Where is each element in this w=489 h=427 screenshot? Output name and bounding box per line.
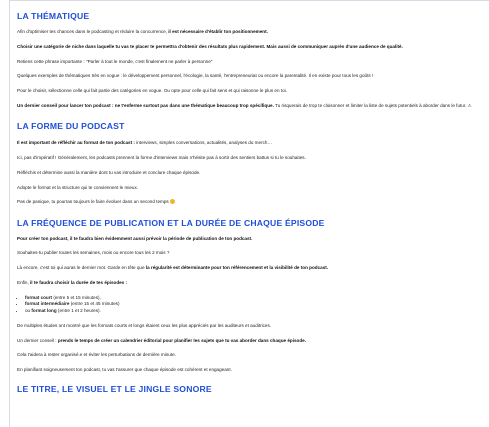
article-content: [17, 11, 477, 394]
paragraph: Cela t'aidera à rester organisé.e et éviter les perturbations de dernière minute.: [17, 352, 176, 358]
paragraph: Ici, pas d'impératif ! Généralement, les podcasts prennent la forme d'interviews mais n'hésite pas à sortir des sentiers battus si tu le souhaites.: [17, 154, 306, 160]
warning-icon: ⚠: [467, 102, 472, 108]
paragraph: Un dernier conseil pour lancer ton podcast : ne t'enferme surtout pas dans une thématique beaucoup trop spécifique. Tu risquerais de trop te cloisonner et limiter la liste de sujets potentiels à aborder dans le futur. ⚠: [17, 102, 472, 108]
paragraph: Retiens cette phrase importante : "Parler à tout le monde, c'est finalement ne parler à personne": [17, 58, 213, 64]
list-item: • format court (entre 5 et 15 minutes),: [25, 295, 477, 302]
heading-titre: LE TITRE, LE VISUEL ET LE JINGLE SONORE: [17, 384, 212, 395]
heading-forme: LA FORME DU PODCAST: [17, 121, 125, 132]
paragraph: Pas de panique, tu pourras toujours le faire évoluer dans un second temps: [17, 199, 477, 205]
heading-thematique: LA THÉMATIQUE: [17, 11, 90, 21]
paragraph: Enfin, il te faudra choisir la durée de tes épisodes :: [17, 279, 128, 285]
paragraph: Il est important de réfléchir au format de ton podcast : interviews, simples conversations, actualités, analyses du merch…: [17, 140, 273, 146]
duration-list: [17, 295, 477, 315]
top-border: [9, 0, 489, 1]
list-item: • format intermédiaire (entre 15 et 45 minutes): [25, 301, 477, 308]
paragraph: Quelques exemples de thématiques très en vogue : le développement personnel, l'écologie, la santé, l'entrepreneuriat ou encore la parentalité. Il en existe pour tous les goûts !: [17, 73, 374, 79]
paragraph: Afin d'optimiser tes chances dans le podcasting et réduire la concurrence, il est nécessaire d'établir ton positionnement.: [17, 29, 268, 34]
heading-frequence: LA FRÉQUENCE DE PUBLICATION ET LA DURÉE DE CHAQUE ÉPISODE: [17, 217, 325, 228]
left-border: [9, 0, 10, 427]
paragraph: Souhaites-tu publier toutes les semaines, mois ou encore tous les 2 mois ?: [17, 250, 170, 256]
paragraph: Pour le choisir, sélectionne celle qui fait partie des catégories en vogue. Ou opte pour celle qui fait sens et qui raisonne le plus en toi.: [17, 88, 287, 94]
paragraph: Choisir une catégorie de niche dans laquelle tu vas te placer te permettra d'obtenir des résultats plus rapidement. Mais aussi de communiquer auprès d'une audience de qualité.: [17, 43, 403, 49]
paragraph: Réfléchis et détermine aussi la manière dont tu vas introduire et conclure chaque épisode.: [17, 169, 201, 175]
paragraph: Adopte le format et la structure qui te conviennent le mieux.: [17, 184, 139, 190]
paragraph: Un dernier conseil : prends le temps de créer un calendrier éditorial pour planifier les sujets que tu vas aborder dans chaque épisode.: [17, 337, 306, 343]
paragraph: De multiples études ont montré que les formats courts et longs étaient ceux les plus appréciés par les auditeurs et auditrices.: [17, 322, 272, 328]
paragraph: Pour créer ton podcast, il te faudra bien évidemment aussi prévoir la période de publication de ton podcast.: [17, 235, 253, 241]
paragraph: En planifiant soigneusement ton podcast, tu vas t'assurer que chaque épisode est cohérent et engageant.: [17, 367, 232, 373]
smile-icon: [170, 199, 175, 204]
list-item: • ou format long (entre 1 et 2 heures).: [25, 308, 477, 315]
paragraph: Là encore, c'est toi qui auras le dernier mot. Garde en tête que la régularité est déterminante pour ton référencement et la visibilité de ton podcast.: [17, 265, 329, 271]
